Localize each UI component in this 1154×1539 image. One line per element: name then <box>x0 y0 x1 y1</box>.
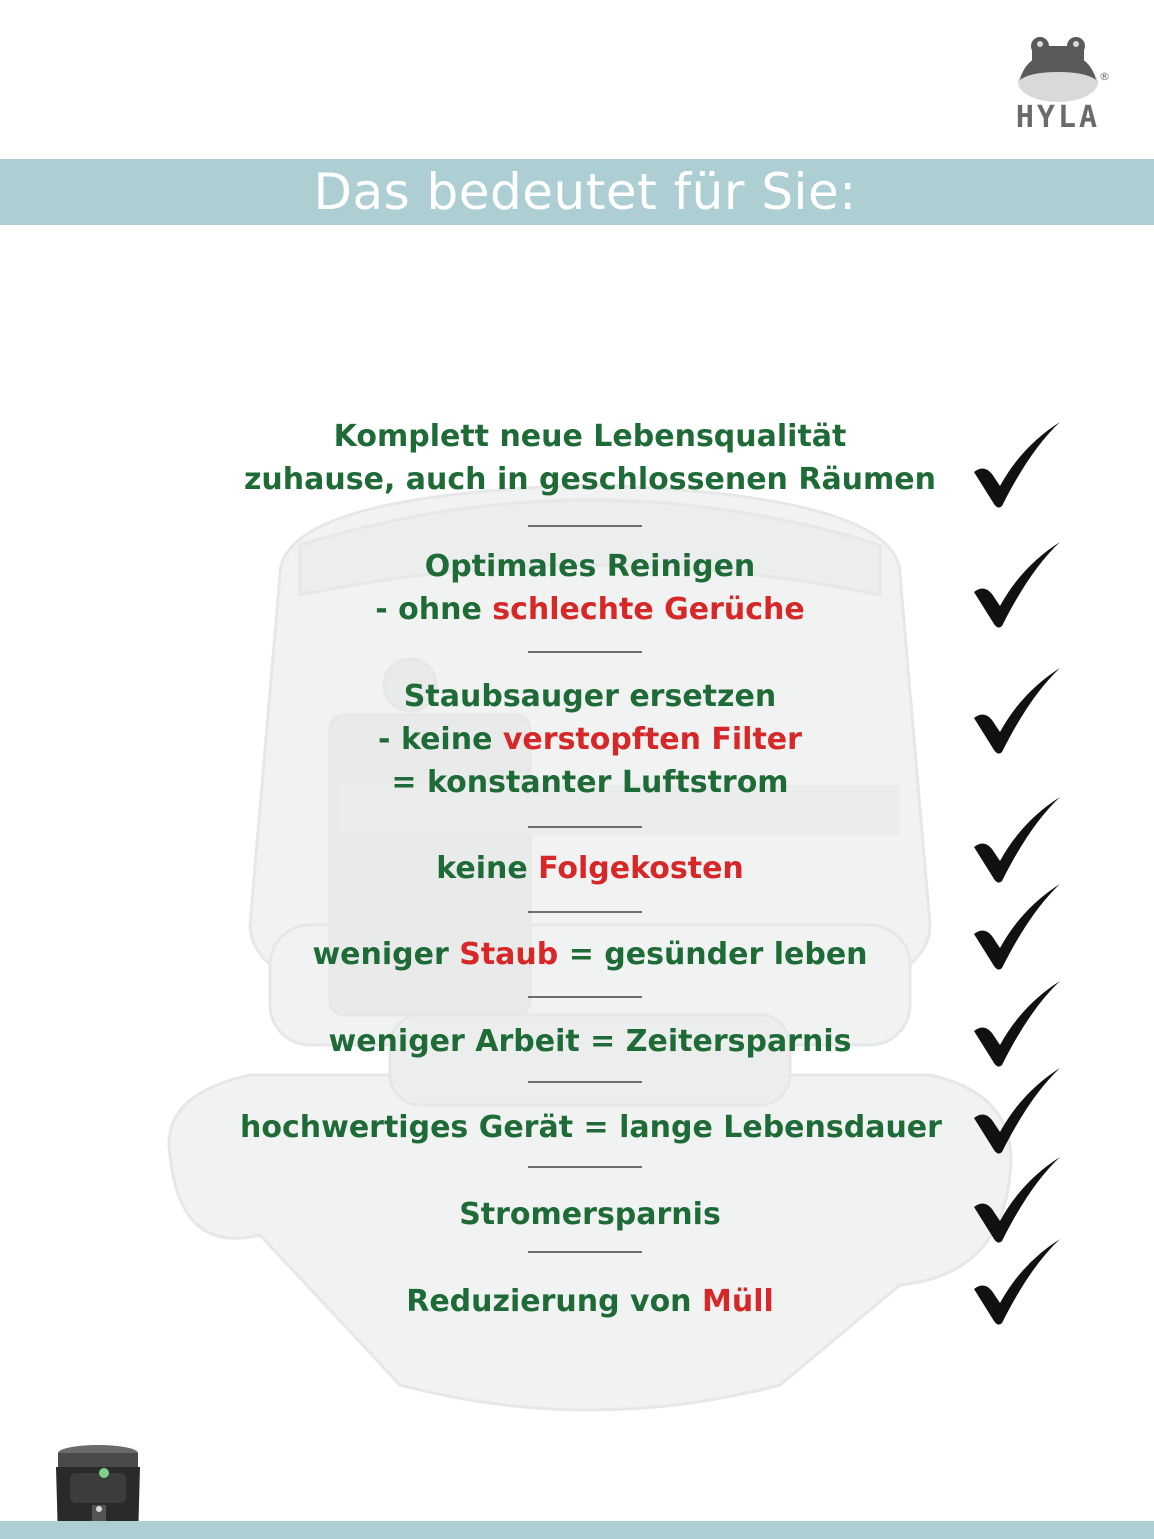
benefit-item-lebensqualitaet <box>240 415 940 501</box>
benefit-text: zuhause, auch in geschlossenen Räumen <box>243 462 937 497</box>
benefit-item-muell <box>240 1280 940 1323</box>
benefit-item-strom: Stromersparnis <box>459 1197 721 1232</box>
brand-name: HYLA <box>1015 100 1101 135</box>
checkmark-icon <box>970 1155 1064 1245</box>
hyla-logo <box>1006 32 1112 136</box>
divider <box>528 826 642 828</box>
divider <box>528 996 642 998</box>
checkmark-icon <box>970 666 1064 756</box>
divider <box>528 911 642 913</box>
benefit-item-staub <box>240 933 940 976</box>
benefit-item-staubsauger <box>240 675 940 804</box>
benefit-list <box>240 0 940 1539</box>
divider <box>528 651 642 653</box>
benefit-text: - keine <box>378 722 503 757</box>
frog-logo-icon <box>1006 32 1112 102</box>
checkmark-icon <box>970 420 1064 510</box>
benefit-highlight: schlechte Gerüche <box>492 592 805 627</box>
benefit-text: Optimales Reinigen <box>424 549 756 584</box>
benefit-highlight: Staub <box>459 937 559 972</box>
registered-mark: ® <box>1099 70 1110 83</box>
checkmark-icon <box>970 882 1064 972</box>
checkmark-icon <box>970 795 1064 885</box>
benefit-highlight: verstopften Filter <box>502 722 802 757</box>
benefit-text: Reduzierung von <box>406 1284 702 1319</box>
page-title: Das bedeutet für Sie: <box>313 163 857 221</box>
benefit-text: weniger <box>312 937 460 972</box>
benefit-highlight: Folgekosten <box>538 851 744 886</box>
benefit-text: - ohne <box>375 592 493 627</box>
benefit-text: Komplett neue Lebensqualität <box>333 419 847 454</box>
benefit-text: Staubsauger ersetzen <box>403 679 777 714</box>
divider <box>528 1166 642 1168</box>
divider <box>528 1251 642 1253</box>
checkmark-icon <box>970 540 1064 630</box>
checkmark-icon <box>970 979 1064 1069</box>
divider <box>528 1081 642 1083</box>
checkmark-icon <box>970 1237 1064 1327</box>
benefit-text: keine <box>436 851 539 886</box>
benefit-item-reinigen <box>240 545 940 631</box>
benefit-item-folgekosten <box>240 847 940 890</box>
divider <box>528 525 642 527</box>
benefit-highlight: Müll <box>702 1284 774 1319</box>
benefit-text: = konstanter Luftstrom <box>391 765 789 800</box>
footer-band <box>0 1521 1154 1539</box>
benefit-text: = gesünder leben <box>558 937 868 972</box>
benefit-item-lebensdauer: hochwertiges Gerät = lange Lebensdauer <box>240 1110 942 1145</box>
benefit-item-arbeit: weniger Arbeit = Zeitersparnis <box>328 1024 852 1059</box>
checkmark-icon <box>970 1066 1064 1156</box>
